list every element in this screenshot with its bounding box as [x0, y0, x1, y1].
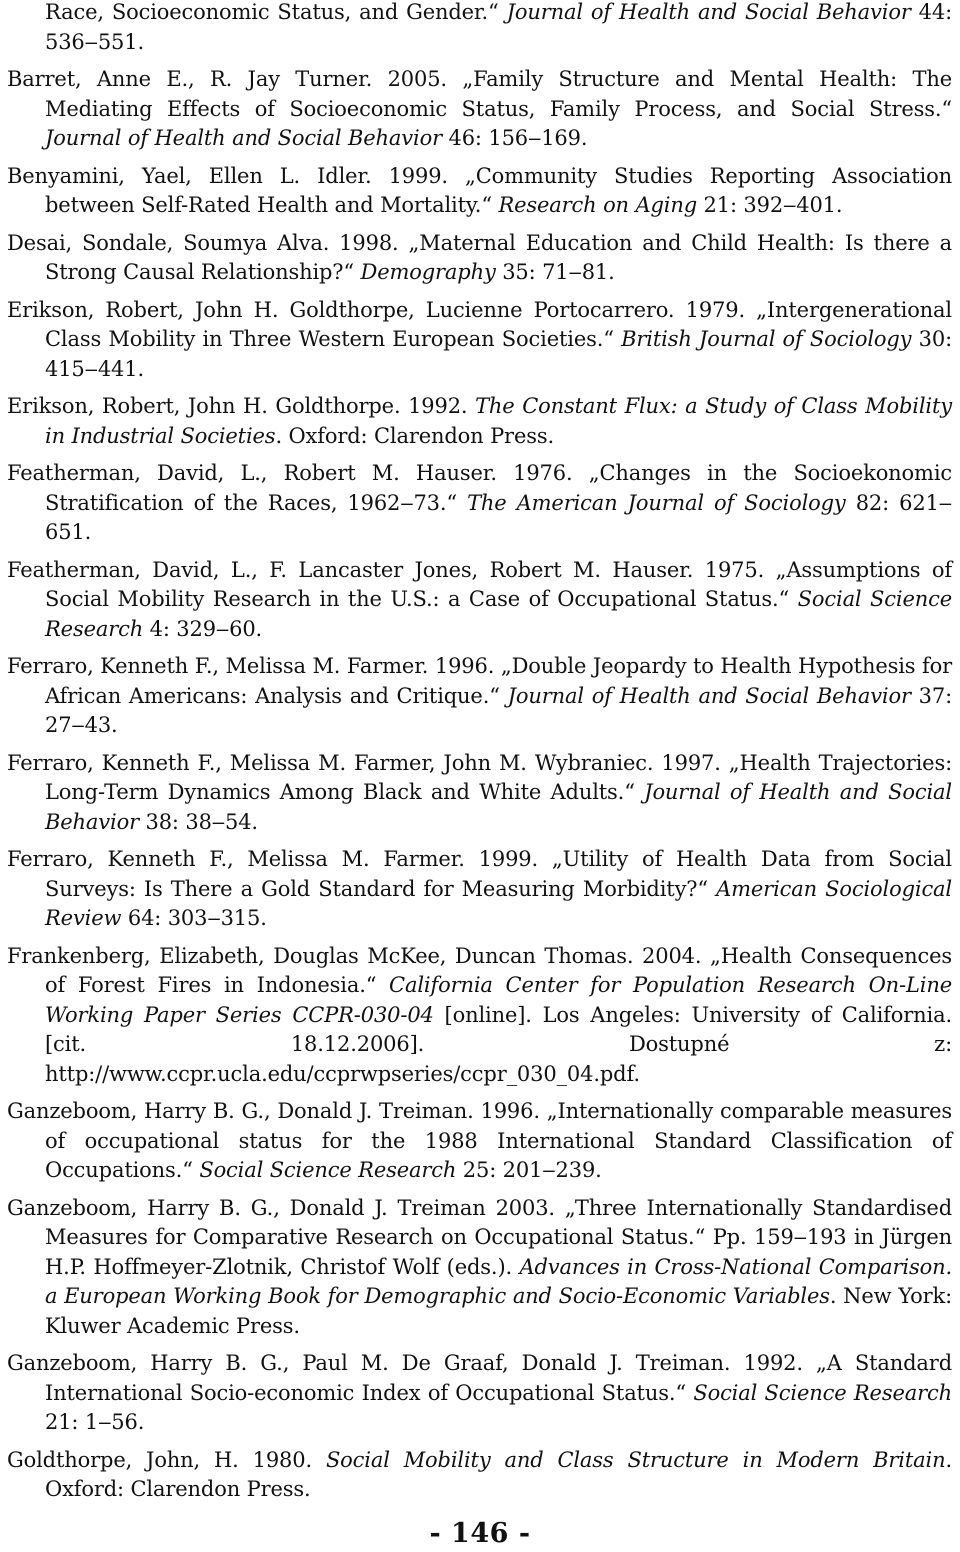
reference-text: [online]. Los Angeles: University of California. [cit. 18.12.2006]. Dostupné z: http://www.ccpr.ucla.edu/ccprwpseries/ccpr_030_04.pdf. [45, 1002, 952, 1086]
reference-text: 46: 156‒169. [441, 126, 588, 150]
reference-title-italic: The Constant Flux: a Study of Class Mobility in Industrial Societies [45, 394, 952, 448]
reference-entry [7, 296, 952, 385]
reference-entry [7, 1194, 952, 1342]
reference-text: Ganzeboom, Harry B. G., Paul M. De Graaf, Donald J. Treiman. 1992. „A Standard International Socio-economic Index of Occupational Status.“ [7, 1351, 952, 1405]
reference-title-italic: Social Science Research [199, 1158, 457, 1182]
reference-text: 82: 621‒651. [45, 490, 952, 544]
reference-entry [7, 392, 952, 451]
reference-text: Race, Socioeconomic Status, and Gender.“ [45, 0, 507, 24]
reference-title-italic: British Journal of Sociology [621, 327, 912, 351]
reference-text: . New York: Kluwer Academic Press. [45, 1284, 952, 1338]
reference-text: Ferraro, Kenneth F., Melissa M. Farmer. 1996. „Double Jeopardy to Health Hypothesis for African Americans: Analysis and Critique.“ [7, 654, 952, 708]
reference-text: Ferraro, Kenneth F., Melissa M. Farmer, John M. Wybraniec. 1997. „Health Trajectories: Long-Term Dynamics Among Black and White Adults.“ [7, 750, 952, 804]
reference-text: Ferraro, Kenneth F., Melissa M. Farmer. 1999. „Utility of Health Data from Social Surveys: Is There a Gold Standard for Measuring Morbidity?“ [7, 847, 952, 901]
reference-text: 21: 1‒56. [45, 1410, 145, 1434]
reference-title-italic: American Sociological Review [45, 876, 952, 930]
reference-title-italic: Journal of Health and Social Behavior [507, 683, 911, 708]
reference-entry [7, 1097, 952, 1186]
reference-entry [7, 162, 952, 221]
reference-entry [7, 1446, 952, 1505]
reference-title-italic: Social Mobility and Class Structure in Modern Britain [325, 1447, 946, 1472]
reference-text: 44: 536‒551. [45, 0, 953, 54]
reference-text: Barret, Anne E., R. Jay Turner. 2005. „Family Structure and Mental Health: The Mediating Effects of Socioeconomic Status, Family Process, and Social Stress.“ [7, 67, 952, 121]
reference-title-italic: Journal of Health and Social Behavior [45, 780, 952, 834]
reference-title-italic: Social Science Research [45, 587, 952, 641]
reference-entry [7, 229, 952, 288]
reference-text: Ganzeboom, Harry B. G., Donald J. Treiman. 1996. „Internationally comparable measures of occupational status for the 1988 International Standard Classification of Occupations.“ [7, 1099, 952, 1182]
reference-entry [7, 1349, 952, 1438]
reference-text: Desai, Sondale, Soumya Alva. 1998. „Maternal Education and Child Health: Is there a Strong Causal Relationship?“ [7, 230, 952, 284]
reference-text: Ganzeboom, Harry B. G., Donald J. Treiman 2003. „Three Internationally Standardised Measures for Comparative Research on Occupational Status.“ Pp. 159‒193 in Jürgen H.P. Hoffmeyer-Zlotnik, Christof Wolf (eds.). [7, 1195, 952, 1279]
reference-title-italic: Demography [360, 260, 496, 284]
reference-entry [7, 749, 952, 838]
reference-title-italic: Journal of Health and Social Behavior [506, 0, 911, 24]
reference-text: . Oxford: Clarendon Press. [275, 423, 555, 448]
reference-entry [7, 942, 952, 1090]
reference-entry [7, 845, 952, 934]
reference-text: Frankenberg, Elizabeth, Douglas McKee, Duncan Thomas. 2004. „Health Consequences of Forest Fires in Indonesia.“ [7, 943, 952, 997]
reference-text: Goldthorpe, John, H. 1980. [7, 1447, 326, 1472]
reference-text: Featherman, David, L., F. Lancaster Jones, Robert M. Hauser. 1975. „Assumptions of Social Mobility Research in the U.S.: a Case of Occupational Status.“ [7, 557, 952, 611]
reference-text: 21: 392‒401. [697, 193, 843, 217]
reference-text: Featherman, David, L., Robert M. Hauser. 1976. „Changes in the Socioekonomic Stratification of the Races, 1962‒73.“ [7, 461, 952, 515]
reference-text: 37: 27‒43. [45, 683, 953, 737]
reference-text: 25: 201‒239. [456, 1158, 602, 1182]
reference-text: . Oxford: Clarendon Press. [45, 1447, 952, 1501]
reference-entry [7, 65, 952, 154]
reference-entry [7, 0, 952, 57]
reference-text: Erikson, Robert, John H. Goldthorpe. 1992. [7, 394, 476, 418]
reference-title-italic: California Center for Population Research On-Line Working Paper Series CCPR-030-04 [45, 973, 952, 1027]
reference-text: 4: 329‒60. [143, 616, 263, 641]
reference-text: Erikson, Robert, John H. Goldthorpe, Lucienne Portocarrero. 1979. „Intergenerational Class Mobility in Three Western European Societies.“ [7, 297, 952, 351]
reference-title-italic: Research on Aging [498, 193, 698, 217]
reference-title-italic: Social Science Research [693, 1380, 952, 1405]
reference-text: 38: 38‒54. [138, 809, 258, 834]
reference-title-italic: Advances in Cross-National Comparison. a European Working Book for Demographic and Socio-Economic Variables [45, 1254, 953, 1308]
reference-text: 30: 415‒441. [45, 327, 952, 381]
reference-entry [7, 556, 952, 645]
reference-entry [7, 652, 952, 741]
page-number: - 146 - [429, 1518, 531, 1549]
reference-title-italic: Journal of Health and Social Behavior [45, 126, 442, 150]
reference-list [7, 0, 952, 1513]
reference-entry [7, 459, 952, 548]
reference-text: 35: 71‒81. [495, 260, 615, 284]
reference-text: Benyamini, Yael, Ellen L. Idler. 1999. „Community Studies Reporting Association between Self-Rated Health and Mortality.“ [7, 163, 952, 217]
reference-title-italic: The American Journal of Sociology [467, 490, 846, 515]
reference-text: 64: 303‒315. [121, 906, 267, 930]
